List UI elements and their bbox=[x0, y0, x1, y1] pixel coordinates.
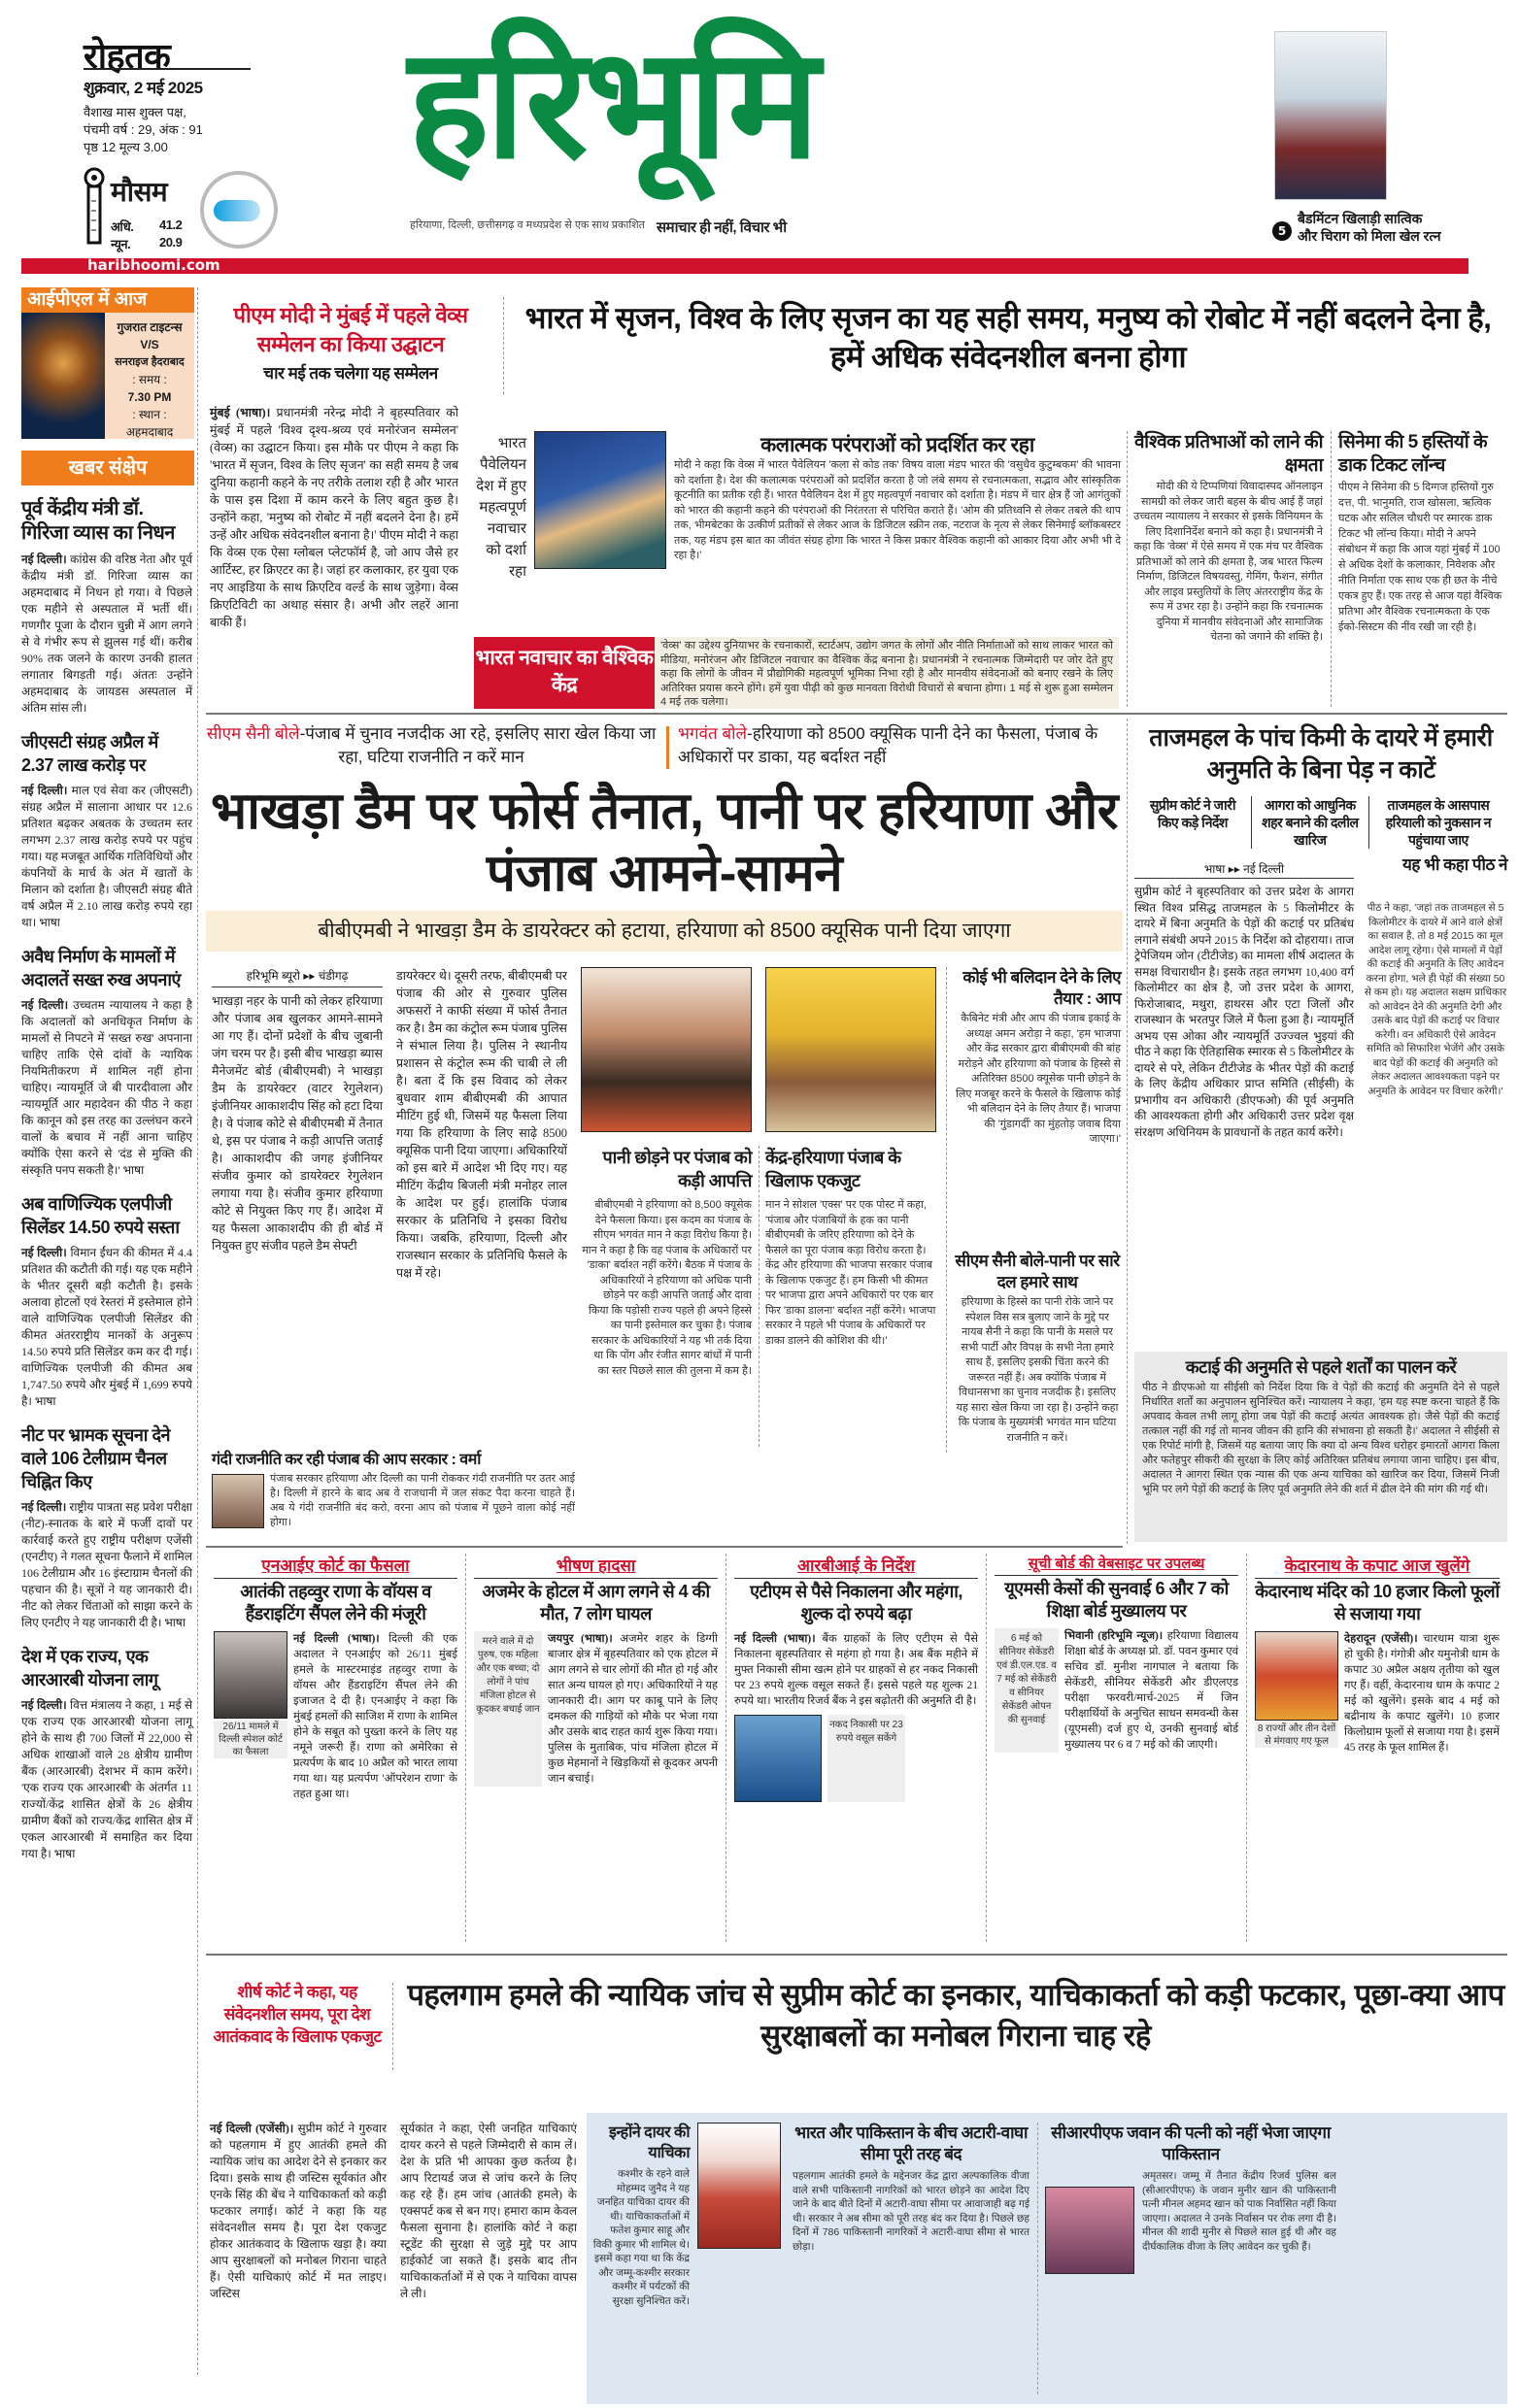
taj-box bbox=[1134, 1352, 1507, 1542]
story-body: दिल्ली की एक अदालत ने एनआईए को 26/11 मुंबई हमले के मास्टरमाइंड तहव्वुर राणा के वॉयस और हैंडराइटिंग सैंपल लेने की इजाजत दे दी है। एनआईए ने कहा कि मुंबई हमलों की साजिश में राणा के शामिल होने के सबूत को पुख्ता करने के लिए यह नमूने जरूरी हैं। राणा को अमेरिका से प्रत्यर्पण के बाद 10 अप्रैल को भारत लाया गया था। यह प्रत्यर्पण 'ऑपरेशन राणा' के तहत हुआ था। bbox=[293, 1633, 457, 1800]
bhakra-strap: बीबीएमबी ने भाखड़ा डैम के डायरेक्टर को हटाया, हरियाणा को 8500 क्यूसिक पानी दिया जाएगा bbox=[206, 911, 1123, 952]
petition-body: कश्मीर के रहने वाले मोहम्मद जुनैद ने यह जनहित याचिका दायर की थी। याचिकाकर्ताओं में फतेश कुमार साहू और विकी कुमार भी शामिल थे। इसमें कहा गया था कि केंद्र और जम्मू-कश्मीर सरकार कश्मीर में पर्यटकों की सुरक्षा सुनिश्चित करें। bbox=[592, 2168, 690, 2307]
brief-item[interactable] bbox=[21, 1645, 192, 1862]
sub1-headline[interactable]: पानी छोड़ने पर पंजाब को कड़ी आपत्ति bbox=[602, 1148, 752, 1190]
story-kicker: आरबीआई के निर्देश bbox=[734, 1554, 978, 1579]
pahalgam-body-col2: सूर्यकांत ने कहा, ऐसी जनहित याचिकाएं दायर करने से पहले जिम्मेदारी से काम लें। देश के प्रति भी आपका कुछ कर्तव्य है। आप रिटायर्ड जज से जांच करने के लिए कह रहे हैं। हम जांच (आतंकी हमले) के एक्सपर्ट कब से बन गए। हमारा काम केवल फैसला सुनाना है। हालांकि कोर्ट ने कहा स्टूडेंट की सुरक्षा से जुड़े मुद्दे पर आप हाईकोर्ट जा सकते हैं। इसके बाद तीन याचिकाकर्ताओं में से एक ने याचिका वापस ले ली। bbox=[400, 2122, 577, 2300]
ipl-team2: सनराइज हैदराबाद bbox=[115, 356, 185, 368]
story-kicker: एनआईए कोर्ट का फैसला bbox=[214, 1554, 457, 1579]
min-temp-value: 20.9 bbox=[159, 235, 183, 250]
teaser-text[interactable]: बैडमिंटन खिलाड़ी सात्विक और चिराग को मिला खेल रत्न bbox=[1298, 211, 1441, 244]
taj-point: ताजमहल के आसपास हरियाली को नुकसान न पहुंचाया जाए bbox=[1385, 797, 1492, 848]
row-stories bbox=[206, 1554, 1507, 1942]
quote-saini bbox=[206, 722, 657, 769]
brief-item[interactable] bbox=[21, 497, 192, 717]
cloud-icon bbox=[200, 171, 278, 249]
ipl-venue: अहमदाबाद bbox=[125, 425, 174, 439]
brief-headline[interactable]: देश में एक राज्य, एक आरआरबी योजना लागू bbox=[21, 1647, 158, 1689]
pahalgam-dateline: नई दिल्ली (एजेंसी)। bbox=[210, 2122, 294, 2135]
brief-item[interactable] bbox=[21, 1192, 192, 1410]
bhakra-headline[interactable]: भाखड़ा डैम पर फोर्स तैनात, पानी पर हरियाणा और पंजाब आमने-सामने bbox=[211, 783, 1118, 902]
column-divider bbox=[1127, 719, 1128, 1544]
column-divider bbox=[503, 297, 504, 394]
saini-body: हरियाणा के हिस्से का पानी रोके जाने पर स्पेशल विस सत्र बुलाए जाने के मुद्दे पर नायब सैनी ने कहा कि पानी के मसले पर सभी पार्टी और विपक्ष के सभी नेता हमारे साथ हैं, इसलिए इसकी चिंता करने की जरूरत नहीं हैं। अब क्योंकि पंजाब में विधानसभा का चुनाव नजदीक है। इसलिए यह सारा खेल किया जा रहा है। उन्होंने कहा कि पंजाब के मुख्यमंत्री भगवंत मान घटिया राजनीति न करें। bbox=[956, 1296, 1119, 1444]
story-kicker: सूची बोर्ड की वेबसाइट पर उपलब्ध bbox=[995, 1554, 1238, 1576]
stamp-headline[interactable]: सिनेमा की 5 हस्तियों के डाक टिकट लॉन्च bbox=[1338, 432, 1488, 476]
divider bbox=[84, 68, 251, 70]
brief-title: खबर संक्षेप bbox=[21, 451, 194, 485]
ipl-title: आईपीएल में आज bbox=[21, 287, 194, 313]
story-headline[interactable]: यूएमसी केसों की सुनवाई 6 और 7 को शिक्षा बोर्ड मुख्यालय पर bbox=[1004, 1579, 1229, 1621]
verma-headline[interactable]: गंदी राजनीति कर रही पंजाब की आप सरकार : वर्मा bbox=[212, 1452, 481, 1468]
saini-headline[interactable]: सीएम सैनी बोले-पानी पर सारे दल हमारे साथ bbox=[955, 1252, 1120, 1291]
story-headline[interactable]: आतंकी तहव्वुर राणा के वॉयस व हैंडराइटिंग सैंपल लेने की मंजूरी bbox=[240, 1582, 431, 1623]
brief-headline[interactable]: नीट पर भ्रामक सूचना देने वाले 106 टेलीग्राम चैनल चिह्नित किए bbox=[21, 1425, 171, 1491]
mann-photo[interactable] bbox=[765, 967, 936, 1132]
waves-dateline: मुंबई (भाषा)। bbox=[210, 406, 271, 419]
ipl-time-label: : समय : bbox=[132, 373, 167, 386]
tagline: समाचार ही नहीं, विचार भी bbox=[657, 219, 787, 236]
brief-item[interactable] bbox=[21, 945, 192, 1179]
story-headline[interactable]: अजमेर के होटल में आग लगने से 4 की मौत, 7 लोग घायल bbox=[482, 1582, 710, 1623]
section-rule bbox=[206, 1546, 1123, 1548]
waves-story bbox=[206, 287, 1507, 711]
sub1-body: बीबीएमबी ने हरियाणा को 8,500 क्यूसेक देने फैसला किया। इस कदम का पंजाब के सीएम भगवंत मान ने कड़ा विरोध किया है। मान ने कहा है कि वह पंजाब के अधिकारों पर 'डाका' बर्दाश्त नहीं करेंगे। बैठक में पंजाब के अधिकारियों ने हरियाणा को अधिक पानी छोड़ने पर कड़ी आपत्ति जताई और दावा किया कि पड़ोसी राज्य पहले ही अपने हिस्से का पानी इस्तेमाल कर चुका है। पंजाब सरकार के अधिकारियों ने यह भी तर्क दिया था कि पोंग और रंजीत सागर बांधों में पानी का स्तर पिछले साल की तुलना में कम है। bbox=[582, 1199, 752, 1377]
thermometer-icon bbox=[84, 167, 105, 245]
min-temp-label: न्यून. bbox=[111, 237, 131, 251]
story-card[interactable] bbox=[1247, 1554, 1507, 1942]
column-divider bbox=[1331, 431, 1332, 707]
taj-side-body: पीठ ने कहा, 'जहां तक ताजमहल से 5 किलोमीटर के दायरे में आने वाले क्षेत्रों का सवाल है, तो 8 मई 2015 का मूल आदेश लागू रहेगा। ऐसे मामलों में पेड़ों की कटाई की अनुमति के लिए आवेदन करना होगा, भले ही पेड़ों की संख्या 50 से कम हो। यह अदालत सक्षम प्राधिकार को आवेदन देने की अनुमति देगी और उसके बाद पेड़ों की कटाई पर विचार करेगी। वन अधिकारी ऐसे आवेदन समिति को सिफारिश भेजेंगे और उसके बाद पेड़ों की कटाई की अनुमति को लेकर अदालत आवश्यकता पड़ने पर अनुमति के आवेदन पर विचार करेगी।' bbox=[1364, 902, 1507, 1097]
pahalgam-body-col1 bbox=[210, 2121, 387, 2302]
brief-body: विमान ईंधन की कीमत में 4.4 प्रतिशत की कटौती की गई। यह एक महीने के भीतर दूसरी बड़ी कटौती है। इसके अलावा होटलों एवं रेस्तरां में इस्तेमाल होने वाले वाणिज्यिक एलपीजी सिलेंडर की कीमत अंतरराष्ट्रीय मानकों के अनुरूप 14.50 रुपये प्रति सिलेंडर कम कर दी गई। वाणिज्यिक एलपीजी की कीमत अब 1,747.50 रुपये और मुंबई में 1,699 रुपये है। भाषा bbox=[21, 1246, 192, 1408]
section-rule bbox=[206, 713, 1507, 715]
brief-item[interactable] bbox=[21, 1423, 192, 1631]
taj-point: सुप्रीम कोर्ट ने जारी किए कड़े निर्देश bbox=[1134, 796, 1252, 849]
sub2-headline[interactable]: केंद्र-हरियाणा पंजाब के खिलाफ एकजुट bbox=[765, 1148, 901, 1190]
brief-headline[interactable]: अब वाणिज्यिक एलपीजी सिलेंडर 14.50 रुपये सस्ता bbox=[21, 1194, 180, 1237]
brief-dateline: नई दिल्ली। bbox=[21, 1246, 67, 1259]
brief-dateline: नई दिल्ली। bbox=[21, 1500, 67, 1514]
section-rule bbox=[206, 1954, 1507, 1956]
brief-headline[interactable]: अवैध निर्माण के मामलों में अदालतें सख्त रुख अपनाएं bbox=[21, 947, 181, 989]
ipl-time: 7.30 PM bbox=[127, 390, 172, 404]
talent-headline[interactable]: वैश्विक प्रतिभाओं को लाने की क्षमता bbox=[1134, 432, 1323, 476]
taj-points bbox=[1134, 796, 1507, 849]
taj-side-headline[interactable]: यह भी कहा पीठ ने bbox=[1402, 855, 1507, 874]
column-divider bbox=[1127, 431, 1128, 707]
quote-mann-text: -हरियाणा को 8500 क्यूसिक पानी देने का फैसला, पंजाब के अधिकारों पर डाका, यह बर्दाश्त नहीं bbox=[678, 724, 1098, 766]
edition-city: रोहतक bbox=[84, 36, 171, 76]
brief-body: कांग्रेस की वरिष्ठ नेता और पूर्व केंद्रीय मंत्री डॉ. गिरिजा व्यास का अहमदाबाद में निधन हो गया। वे पिछले एक महीने से अस्पताल में भर्ती थीं। गणगौर पूजा के दौरान चुन्नी में आग लगने से वे गंभीर रूप से झुलस गई थीं। करीब 90% तक जलने के कारण उनकी हालत लगातार बिगड़ती गई। अंततः उन्होंने अहमदाबाद के जायडस अस्पताल में अंतिम सांस ली। bbox=[21, 552, 192, 715]
byline: हरिभूमि ब्यूरो ▸▸ चंडीगढ़ bbox=[246, 969, 349, 983]
brief-body: वित्त मंत्रालय ने कहा, 1 मई से एक राज्य एक आरआरबी योजना लागू होने के साथ ही 700 जिलों में 22,000 से अधिक शाखाओं वाले 28 क्षेत्रीय ग्रामीण बैंक (आरआरबी) देशभर में काम करेंगे। 'एक राज्य एक आरआरबी' के अंतर्गत 11 राज्यों/केंद्र शासित क्षेत्रों के 26 क्षेत्रीय ग्रामीण बैंकों को राज्य/केंद्र शासित क्षेत्र में एकल आरआरबी में समाहित कर दिया गया है। भाषा bbox=[21, 1698, 192, 1860]
story-caption: नकद निकासी पर 23 रुपये वसूल सकेंगे bbox=[827, 1715, 905, 1802]
story-kicker: भीषण हादसा bbox=[474, 1554, 718, 1579]
ipl-venue-label: : स्थान : bbox=[132, 408, 167, 421]
quote-divider bbox=[666, 726, 669, 769]
brief-dateline: नई दिल्ली। bbox=[21, 1698, 67, 1712]
ipl-trophy-image bbox=[21, 313, 105, 439]
aap-headline[interactable]: कोई भी बलिदान देने के लिए तैयार : आप bbox=[962, 968, 1121, 1008]
story-card[interactable] bbox=[726, 1554, 987, 1942]
story-headline[interactable]: एटीएम से पैसे निकालना और महंगा, शुल्क दो रुपये बढ़ा bbox=[750, 1582, 962, 1623]
crpf-headline[interactable]: सीआरपीएफ जवान की पत्नी को नहीं भेजा जाएगा पाकिस्तान bbox=[1051, 2124, 1331, 2163]
story-headline[interactable]: केदारनाथ मंदिर को 10 हजार किलो फूलों से सजाया गया bbox=[1255, 1582, 1500, 1623]
story-dateline: नई दिल्ली (भाषा)। bbox=[734, 1633, 816, 1645]
panchang-line1: वैशाख मास शुक्ल पक्ष, bbox=[84, 105, 186, 119]
waves-side-subhead: चार मई तक चलेगा यह सम्मेलन bbox=[263, 364, 438, 383]
pahalgam-kicker: शीर्ष कोर्ट ने कहा, यह संवेदनशील समय, पूरा देश आतंकवाद के खिलाफ एकजुट bbox=[213, 1983, 382, 2046]
issue-date: शुक्रवार, 2 मई 2025 bbox=[84, 79, 203, 97]
column-divider bbox=[759, 1146, 760, 1447]
story-caption: 6 मई को सीनियर सेकेंडरी एवं डी.एल.एड. व 7 मई को सेकेंडरी व सीनियर सेकेंडरी ओपन की सुनवाई bbox=[995, 1628, 1059, 1753]
brief-body: राष्ट्रीय पात्रता सह प्रवेश परीक्षा (नीट)-स्नातक के बारे में फर्जी दावों पर कार्रवाई करते हुए राष्ट्रीय परीक्षण एजेंसी (एनटीए) ने गलत सूचना फैलाने में शामिल 106 टेलीग्राम और 16 इंस्टाग्राम चैनलों की पहचान की है। सूत्रों ने यह जानकारी दी। नीट को लेकर चिंताओं को साझा करने के लिए एनटीए ने यह जानकारी दी है। भाषा bbox=[21, 1500, 192, 1629]
ipl-vs: V/S bbox=[140, 338, 159, 351]
hub-box bbox=[474, 637, 1119, 709]
brief-headline[interactable]: जीएसटी संग्रह अप्रैल में 2.37 लाख करोड़ पर bbox=[21, 732, 158, 775]
story-dateline: जयपुर (भाषा)। bbox=[548, 1633, 613, 1645]
petition-headline[interactable]: इन्होंने दायर की याचिका bbox=[609, 2124, 690, 2161]
max-temp-value: 41.2 bbox=[159, 217, 183, 232]
taj-story bbox=[1134, 719, 1507, 1544]
aap-body: कैबिनेट मंत्री और आप की पंजाब इकाई के अध्यक्ष अमन अरोड़ा ने कहा, 'हम भाजपा और केंद्र सरकार द्वारा बीबीएमबी की बांह मरोड़ने और हरियाणा को पंजाब के हिस्से से अतिरिक्त 8500 क्यूसेक पानी छोड़ने के लिए मजबूर करने के फैसले के खिलाफ कोई भी बलिदान देने के लिए तैयार हैं। भाजपा की 'गुंडागर्दी' का मुंहतोड़ जवाब दिया जाएगा।' bbox=[956, 1013, 1121, 1145]
bhakra-story bbox=[206, 719, 1123, 1542]
brief-dateline: नई दिल्ली। bbox=[21, 784, 68, 797]
teaser-photo[interactable] bbox=[1274, 31, 1387, 200]
kedarnath-photo[interactable] bbox=[1255, 1631, 1338, 1721]
photo-caption: भारत पैवेलियन देश में हुए महत्वपूर्ण नवाचार को दर्शा रहा bbox=[476, 435, 526, 580]
byline: भाषा ▸▸ नई दिल्ली bbox=[1203, 862, 1285, 876]
brief-list bbox=[21, 497, 192, 1862]
taj-body: सुप्रीम कोर्ट ने बृहस्पतिवार को उत्तर प्रदेश के आगरा स्थित विश्व प्रसिद्ध ताजमहल के 5 किलोमीटर के दायरे में बिना अनुमति के पेड़ों की कटाई पर प्रतिबंध लगाने संबंधी अपने 2015 के निर्देश को दोहराया। ताज ट्रेपेजियम जोन (टीटीजेड) का मामला शीर्ष अदालत के समक्ष विचाराधीन है। इसके तहत लगभग 10,400 वर्ग किलोमीटर का क्षेत्र है, जो उत्तर प्रदेश के आगरा, फिरोजाबाद, मथुरा, हाथरस और एटा जिलों और राजस्थान के भरतपुर जिले में फैला हुआ है। न्यायमूर्ति अभय एस ओका और न्यायमूर्ति उज्ज्वल भुइयां की पीठ ने कहा कि ऐतिहासिक स्मारक से 5 किलोमीटर के दायरे से परे, लेकिन टीटीजेड के भीतर पेड़ों की कटाई के लिए केंद्रीय अधिकार प्राप्त समिति (सीईसी) के प्रभागीय वन अधिकारी (डीएफओ) की पूर्व अनुमति की आवश्यकता होगी और अधिकारी उत्तर प्रदेश वृक्ष संरक्षण अधिनियम के प्रावधानों के तहत कार्य करेंगे। bbox=[1134, 885, 1354, 1139]
divider bbox=[1134, 878, 1354, 879]
verma-photo[interactable] bbox=[212, 1474, 264, 1528]
column-divider bbox=[1037, 2123, 1038, 2394]
story-body: चारधाम यात्रा शुरू हो चुकी है। गंगोत्री और यमुनोत्री धाम के कपाट 30 अप्रैल अक्षय तृतीया को खुल गए हैं। वहीं, केदारनाथ धाम के कपाट 2 मई को खुलेंगे। इसके बाद 4 मई को बद्रीनाथ के कपाट खुलेंगे। 10 हजार किलोग्राम फूलों से सजाया गया है। इसमें 45 तरह के फूल शामिल हैं। bbox=[1344, 1633, 1500, 1754]
story-dateline: देहरादून (एजेंसी)। bbox=[1344, 1633, 1418, 1645]
brief-dateline: नई दिल्ली। bbox=[21, 998, 69, 1012]
brief-dateline: नई दिल्ली। bbox=[21, 552, 67, 566]
story-card[interactable] bbox=[206, 1554, 466, 1942]
story-body: बैंक ग्राहकों के लिए एटीएम से पैसे निकालना बृहस्पतिवार से महंगा हो गया है। अब बैंक महीने में मुफ्त निकासी सीमा खत्म होने पर ग्राहकों से हर नकद निकासी पर 23 रुपये शुल्क वसूल सकते हैं। इससे पहले यह शुल्क 21 रुपये था। भारतीय रिजर्व बैंक ने इस बढ़ोतरी की अनुमति दी है। bbox=[734, 1633, 978, 1707]
quote-mann-speaker: भगवंत बोले bbox=[678, 724, 748, 743]
waves-body-text: प्रधानमंत्री नरेन्द्र मोदी ने बृहस्पतिवार को मुंबई में पहले 'विश्व दृश्य-श्रव्य एवं मनोरंजन सम्मेलन' (वेव्स) का उद्घाटन किया। इस मौके पर पीएम ने कहा कि 'भारत में सृजन, विश्व के लिए सृजन' का सही समय है जब दुनिया कहानी कहने के नए तरीके तलाश रही है और भारत के पास इस दिशा में काम करने के लिए बहुत कुछ है। उन्होंने कहा, 'मनुष्य को रोबोट में नहीं बदलने देना है। हमें उन्हें और अधिक संवेदनशील बनाना है।' पीएम मोदी ने कहा कि वेव्स एक ऐसा ग्लोबल प्लेटफॉर्म है, जो आप जैसे हर आर्टिस्ट, हर क्रिएटर का है। जहां हर कलाकार, हर युवा एक नए आइडिया के साथ क्रिएटिव वर्ल्ड के साथ जुड़ेगा। वेव्स क्रिएटिविटी का अथाह संसार है। अभी और लहरें आना बाकी हैं। bbox=[210, 406, 459, 629]
supreme-court-photo[interactable] bbox=[697, 2123, 781, 2249]
panchang-line2: पंचमी वर्ष : 29, अंक : 91 bbox=[84, 122, 203, 137]
story-body: हरियाणा विद्यालय शिक्षा बोर्ड के अध्यक्ष प्रो. डॉ. पवन कुमार एवं सचिव डॉ. मुनीश नागपाल ने बताया कि सेकेंडरी, सीनियर सेकेंडरी और डीएलएड परीक्षा फरवरी/मार्च-2025 में जिन परीक्षार्थियों के अनुचित साधन समवन्धी केस (यूएमसी) दर्ज हुए थे, उनकी सुनवाई बोर्ड मुख्यालय पर 6 व 7 मई को की जाएगी। bbox=[1064, 1630, 1238, 1751]
story-dateline: भिवानी (हरिभूमि न्यूज)। bbox=[1064, 1630, 1164, 1642]
hub-label: भारत नवाचार का वैश्विक केंद्र bbox=[474, 637, 655, 709]
bhakra-body-col1: भाखड़ा नहर के पानी को लेकर हरियाणा और पंजाब अब खुलकर आमने-सामने आ गए हैं। दोनों प्रदेशों के बीच जुबानी जंग चरम पर है। इसी बीच भाखड़ा ब्यास मैनेजमेंट बोर्ड (बीबीएमबी) ने भाखड़ा डैम के डायरेक्टर (वाटर रेगुलेशन) इंजीनियर आकाशदीप सिंह को हटा दिया है। वे पंजाब कोटे से बीबीएमबी में तैनात थे, इस पर पंजाब ने कड़ी आपत्ति जताई है। आकाशदीप की जगह इंजीनियर संजीव कुमार को डायरेक्टर रेगुलेशन लगाया गया है। संजीव कुमार हरियाणा कोटे से नियुक्त किए गए हैं। आदेश में यह फैसला आकाशदीप की ही बोर्ड में नियुक्त हुए संजीव पहले डैम सेफ्टी bbox=[212, 994, 383, 1253]
publish-line: हरियाणा, दिल्ली, छत्तीसगढ़ व मध्यप्रदेश से एक साथ प्रकाशित bbox=[410, 219, 645, 231]
stamp-body: पीएम ने सिनेमा की 5 दिग्गज हस्तियों गुरु दत्त, पी. भानुमति, राज खोसला, ऋत्विक घटक और सलिल चौधरी पर स्मारक डाक टिकट भी लॉन्च किया। मोदी ने अपने संबोधन में कहा कि आज यहां मुंबई में 100 से अधिक देशों के कलाकार, निवेशक और नीति निर्माता एक साथ एक ही छत के नीचे एकत्र हुए हैं। एक तरह से आज यहां वैश्विक प्रतिभा और वैश्विक रचनात्मकता के एक ईको-सिस्टम की नींव रखी जा रही है। bbox=[1338, 482, 1502, 633]
brief-body: माल एवं सेवा कर (जीएसटी) संग्रह अप्रैल में सालाना आधार पर 12.6 प्रतिशत बढ़कर अबतक के उच्चतम स्तर लगभग 2.37 लाख करोड़ रुपये पर पहुंच गया। यह मजबूत आर्थिक गतिविधियों और कंपनियों के मार्च के अंत में खातों के मिलान को दर्शाता है। जीएसटी संग्रह बीते वर्ष अप्रैल में 2.10 लाख करोड़ रुपये रहा था। भाषा bbox=[21, 784, 192, 929]
saini-photo[interactable] bbox=[581, 967, 752, 1132]
taj-headline[interactable]: ताजमहल के पांच किमी के दायरे में हमारी अनुमति के बिना पेड़ न काटें bbox=[1149, 724, 1493, 784]
brief-headline[interactable]: पूर्व केंद्रीय मंत्री डॉ. गिरिजा व्यास का निधन bbox=[21, 498, 175, 544]
newspaper-logo: हरिभूमि bbox=[408, 18, 816, 189]
quote-mann bbox=[678, 722, 1121, 769]
story-body: अजमेर शहर के डिग्गी बाजार क्षेत्र में बृहस्पतिवार को एक होटल में आग लगने से चार लोगों की मौत हो गई और सात अन्य घायल हो गए। अधिकारियों ने यह जानकारी दी। आग पर काबू पाने के लिए दमकल की गाड़ियों को मौके पर भेजा गया और उसके बाद राहत कार्य शुरू किया गया। पुलिस के मुताबिक, पांच मंजिला होटल में कुछ मेहमानों ने खिड़कियों से कूदकर अपनी जान बचाई। bbox=[548, 1633, 718, 1785]
waves-body bbox=[210, 404, 458, 631]
verma-body: पंजाब सरकार हरियाणा और दिल्ली का पानी रोककर गंदी राजनीति पर उतर आई है। दिल्ली में हारने के बाद अब वे राजधानी में जल संकट पैदा करना चाहते हैं। अब ये गंदी राजनीति बंद करो, वरना आप को पंजाब में पूछने वाला कोई नहीं होगा। bbox=[270, 1473, 575, 1528]
pahalgam-box bbox=[587, 2113, 1507, 2404]
taj-box-body: पीठ ने डीएफओ या सीईसी को निर्देश दिया कि वे पेड़ों की कटाई की अनुमति देने से पहले निर्धारित शर्तों का अनुपालन सुनिश्चित करें। न्यायालय ने कहा, 'हम यह स्पष्ट करना चाहते हैं कि अपवाद केवल तभी लागू होगा जब पेड़ों की कटाई अत्यंत आवश्यक हो। जैसे पेड़ों की कटाई तत्काल नहीं की गई तो मानव जीवन की हानि की संभावना हो सकती है।' अदालत ने सीईसी से एक रिपोर्ट मांगी है, जिसमें यह बताया जाए कि क्या दो अन्य विश्व धरोहर इमारतों आगरा किला और फतेहपुर सीकरी की सुरक्षा के लिए कोई अतिरिक्त प्रतिबंध लगाया जाना चाहिए। इस बीच, अदालत ने आगरा स्थित एक न्यास की एक अन्य याचिका को खारिज कर दिया, जिसमें निजी भूमि पर लगे पेड़ों की कटाई के लिए पूर्व अनुमति लेने की शर्त में ढील देने की मांग की गई थी। bbox=[1142, 1382, 1500, 1495]
column-divider bbox=[946, 967, 947, 1453]
story-card[interactable] bbox=[987, 1554, 1247, 1942]
story-kicker: केदारनाथ के कपाट आज खुलेंगे bbox=[1255, 1554, 1500, 1579]
pahalgam-body1: सुप्रीम कोर्ट ने गुरुवार को पहलगाम में हुए आतंकी हमले की न्यायिक जांच का आदेश देने से इनकार कर दिया। इसके साथ ही जस्टिस सूर्यकांत और एनके सिंह की बेंच ने याचिकाकर्ता को कड़ी फटकार लगाई। कोर्ट ने कहा कि यह संवेदनशील समय है। पूरा देश एकजुट होकर आतंकवाद के खिलाफ खड़ा है। क्या आप सुरक्षाबलों को मनोबल गिराना चाहते हैं। ऐसी याचिकाएं कोर्ट में मत लाइए। जस्टिस bbox=[210, 2122, 387, 2300]
pahalgam-headline[interactable]: पहलगाम हमले की न्यायिक जांच से सुप्रीम कोर्ट का इनकार, याचिकाकर्ता को कड़ी फटकार, पूछा-क्या आप सुरक्षाबलों का मनोबल गिराना चाह रहे bbox=[407, 1978, 1504, 2053]
story-caption: मरने वाले में दो पुरुष, एक महिला और एक बच्चा; दो लोगों ने पांच मंजिला होटल से कूदकर बचाई जान bbox=[474, 1631, 542, 1787]
hub-body: 'वेव्स' का उद्देश्य दुनियाभर के रचनाकारों, स्टार्टअप, उद्योग जगत के लोगों और नीति निर्माताओं को साथ लाकर भारत को मीडिया, मनोरंजन और डिजिटल नवाचार का वैश्विक केंद्र बनाना है। प्रधानमंत्री ने रचनात्मक जिम्मेदारी पर जोर देते हुए कहा कि लोगों के जीवन में प्रौद्योगिकी महत्वपूर्ण भूमिका निभा रही है और मानवीय संवेदनाओं को बनाए रखने के लिए अतिरिक्त प्रयास करने होंगे। हमें युवा पीढ़ी को कुछ मानवता विरोधी विचारों से बचाना होगा। 1 मई से शुरू हुआ सम्मेलन 4 मई तक चलेगा। bbox=[655, 637, 1119, 709]
attari-headline[interactable]: भारत और पाकिस्तान के बीच अटारी-वाघा सीमा पूरी तरह बंद bbox=[794, 2124, 1028, 2163]
bhakra-body-col2: डायरेक्टर थे। दूसरी तरफ, बीबीएमबी पर पंजाब की ओर से गुरुवार पुलिस अफसरों ने काफी संख्या में फोर्स तैनात कर है। डैम का कंट्रोल रूम पंजाब पुलिस ने संभाल लिया है। पुलिस ने स्थानीय प्रशासन से कंट्रोल रूम की चाबी ले ली है। बता दें कि इस विवाद को लेकर बुधवार शाम बीबीएमबी की आपात मीटिंग हुई थी, जिसमें यह फैसला लिया गया कि हरियाणा के लिए साढ़े 8500 क्यूसिक पानी दिया जाएगा। अधिकारियों को इस बारे में आदेश भी दिए गए। यह मीटिंग केंद्रीय बिजली मंत्री मनोहर लाल के आदेश पर हुई। हालांकि पंजाब सरकार के प्रतिनिधि ने इसका विरोध किया। जबकि, हरियाणा, दिल्ली और राजस्थान सरकार के प्रतिनिधि फैसले के पक्ष में रहे। bbox=[396, 969, 567, 1280]
quote-saini-text: -पंजाब में चुनाव नजदीक आ रहे, इसलिए सारा खेल किया जा रहा, घटिया राजनीति न करें मान bbox=[299, 724, 657, 766]
story-caption: 8 राज्यों और तीन देशों से मंगवाए गए फूल bbox=[1255, 1722, 1338, 1748]
atm-photo[interactable] bbox=[734, 1715, 822, 1802]
quote-saini-speaker: सीएम सैनी बोले bbox=[206, 724, 300, 743]
page-number-badge[interactable]: 5 bbox=[1272, 221, 1292, 241]
ipl-box bbox=[21, 313, 194, 439]
waves-side-headline[interactable]: पीएम मोदी ने मुंबई में पहले वेव्स सम्मेलन का किया उद्घाटन bbox=[233, 303, 468, 356]
brief-body: उच्चतम न्यायालय ने कहा है कि अदालतों को अनधिकृत निर्माण के मामलों से निपटने में 'सख्त रुख' अपनाना चाहिए ताकि ऐसे दांवों के न्यायिक नियमितीकरण में शामिल नहीं होना चाहिए। न्यायमूर्ति जे बी पारदीवाला और न्यायमूर्ति आर महादेवन की पीठ ने कहा कि कानून को इस तरह का उल्लंघन करने वालों के बचाव में नहीं आना चाहिए क्योंकि ऐसा करने से 'दंड से मुक्ति की संस्कृति पनप सकती है।' भाषा bbox=[21, 998, 192, 1177]
pahalgam-story bbox=[206, 1961, 1507, 2404]
max-temp-label: अधि. bbox=[111, 219, 134, 234]
story-dateline: नई दिल्ली (भाषा)। bbox=[293, 1633, 380, 1645]
left-sidebar bbox=[21, 287, 194, 2404]
website-url[interactable]: haribhoomi.com bbox=[87, 256, 220, 274]
ipl-team1: गुजरात टाइटन्स bbox=[117, 320, 183, 334]
column-divider bbox=[392, 1983, 393, 2070]
taj-box-headline[interactable]: कटाई की अनुमति से पहले शर्तों का पालन करें bbox=[1185, 1357, 1457, 1377]
masthead bbox=[0, 0, 1519, 282]
crpf-body: अमृतसर। जम्मू में तैनात केंद्रीय रिजर्व पुलिस बल (सीआरपीएफ) के जवान मुनीर खान की पाकिस्तानी पत्नी मीनल अहमद खान को पाक निर्वासित नहीं किया जाएगा। अदालत ने उनके निर्वासन पर रोक लगा दी है। मीनल की शादी मुनीर से पिछले साल हुई थी और वह दीर्घकालिक वीजा के लिए आवेदन कर चुकी हैं। bbox=[1142, 2170, 1336, 2253]
story-photo[interactable] bbox=[214, 1631, 287, 1719]
brief-item[interactable] bbox=[21, 730, 192, 931]
modi-photo[interactable] bbox=[534, 431, 666, 569]
column-divider bbox=[197, 287, 198, 2375]
art-headline[interactable]: कलात्मक परंपराओं को प्रदर्शित कर रहा bbox=[760, 434, 1034, 456]
attari-body: पहलगाम आतंकी हमले के मद्देनजर केंद्र द्वारा अल्पकालिक वीजा वाले सभी पाकिस्तानी नागरिकों को भारत छोड़ने का आदेश दिए जाने के बाद बीते दिनों में अटारी-वाघा सीमा पर आवाजाही बढ़ गई थी। सरकार ने अब सीमा को पूरी तरह बंद कर दिया है। पिछले छह दिनों में 786 पाकिस्तानी नागरिकों ने अटारी-वाघा सीमा से भारत छोड़ा। bbox=[793, 2170, 1030, 2253]
story-card[interactable] bbox=[466, 1554, 726, 1942]
art-body: मोदी ने कहा कि वेव्स में भारत पैवेलियन 'कला से कोड तक' विषय वाला मंडप भारत की 'वसुधैव कुटुम्बकम' की भावना को दर्शाता है। देश की कलात्मक परंपराओं को प्रदर्शित करता है जो लंबे समय से रचनात्मकता, सद्भाव और सांस्कृतिक कूटनीति का प्रतीक रही हैं। भारत पैवेलियन देश में हुए महत्वपूर्ण नवाचार को दर्शाता है। मंडप में चार क्षेत्र हैं जो आगंतुकों को भारत की कहानी कहने की परंपराओं की निरंतरता से परिचित कराते हैं। 'ओम की प्रतिध्वनि से लेकर तबले की थाप तक, भीमबेटका के उत्कीर्ण प्रतीकों से लेकर आज के डिजिटल स्क्रीन तक, नटराज के नृत्य से लेकर सिनेमाई ब्लॉकबस्टर तक, यह मंडप इस बात का जीवंत संग्रह होगा कि भारत ने किस प्रकार वैश्विक कहानी को आकार दिया और अभी भी दे रहा है।' bbox=[674, 459, 1121, 561]
sub2-body: मान ने सोशल 'एक्स' पर एक पोस्ट में कहा, 'पंजाब और पंजाबियों के हक का पानी बीबीएमबी के जरिए हरियाणा को देने के फैसले का पूरा पंजाब कड़ा विरोध करता है। केंद्र और हरियाणा की भाजपा सरकार पंजाब के खिलाफ एकजुट हैं। हम किसी भी कीमत पर भाजपा द्वारा अपने अधिकारों पर एक बार फिर 'डाका डालना' बर्दाश्त नहीं करेंगे। भाजपा सरकार ने पहले भी पंजाब के अधिकारों पर डाका डालने की कोशिश की थी।' bbox=[765, 1199, 936, 1347]
taj-point: आगरा को आधुनिक शहर बनाने की दलील खारिज bbox=[1252, 796, 1369, 849]
story-caption: 26/11 मामले में दिल्ली स्पेशल कोर्ट का फैसला bbox=[214, 1721, 287, 1758]
crpf-couple-photo[interactable] bbox=[1045, 2187, 1134, 2274]
website-bar[interactable] bbox=[21, 258, 1468, 274]
pages-price: पृष्ठ 12 मूल्य 3.00 bbox=[84, 140, 168, 154]
weather-label: मौसम bbox=[111, 177, 168, 207]
talent-body: मोदी की ये टिप्पणियां विवादास्पद ऑनलाइन सामग्री को लेकर जारी बहस के बीच आई हैं जहां उच्चतम न्यायालय ने सरकार से इसके विनियमन के लिए दिशानिर्देश बनाने को कहा है। प्रधानमंत्री ने कहा कि 'वेव्स' में ऐसे समय में एक मंच पर वैश्विक प्रतिभाओं को लाने की क्षमता है, जब भारत फिल्म निर्माण, डिजिटल विषयवस्तु, गेमिंग, फैशन, संगीत और लाइव प्रस्तुतियों के लिए अंतरराष्ट्रीय केंद्र के रूप में उभर रहा है। उन्होंने कहा कि रचनात्मक दुनिया में मानवीय संवेदनाओं और सामाजिक चेतना को जगाने की शक्ति है। bbox=[1133, 481, 1323, 643]
waves-main-headline[interactable]: भारत में सृजन, विश्व के लिए सृजन का यह सही समय, मनुष्य को रोबोट में नहीं बदलने देना है, हमें अधिक संवेदनशील बनना होगा bbox=[524, 301, 1492, 374]
